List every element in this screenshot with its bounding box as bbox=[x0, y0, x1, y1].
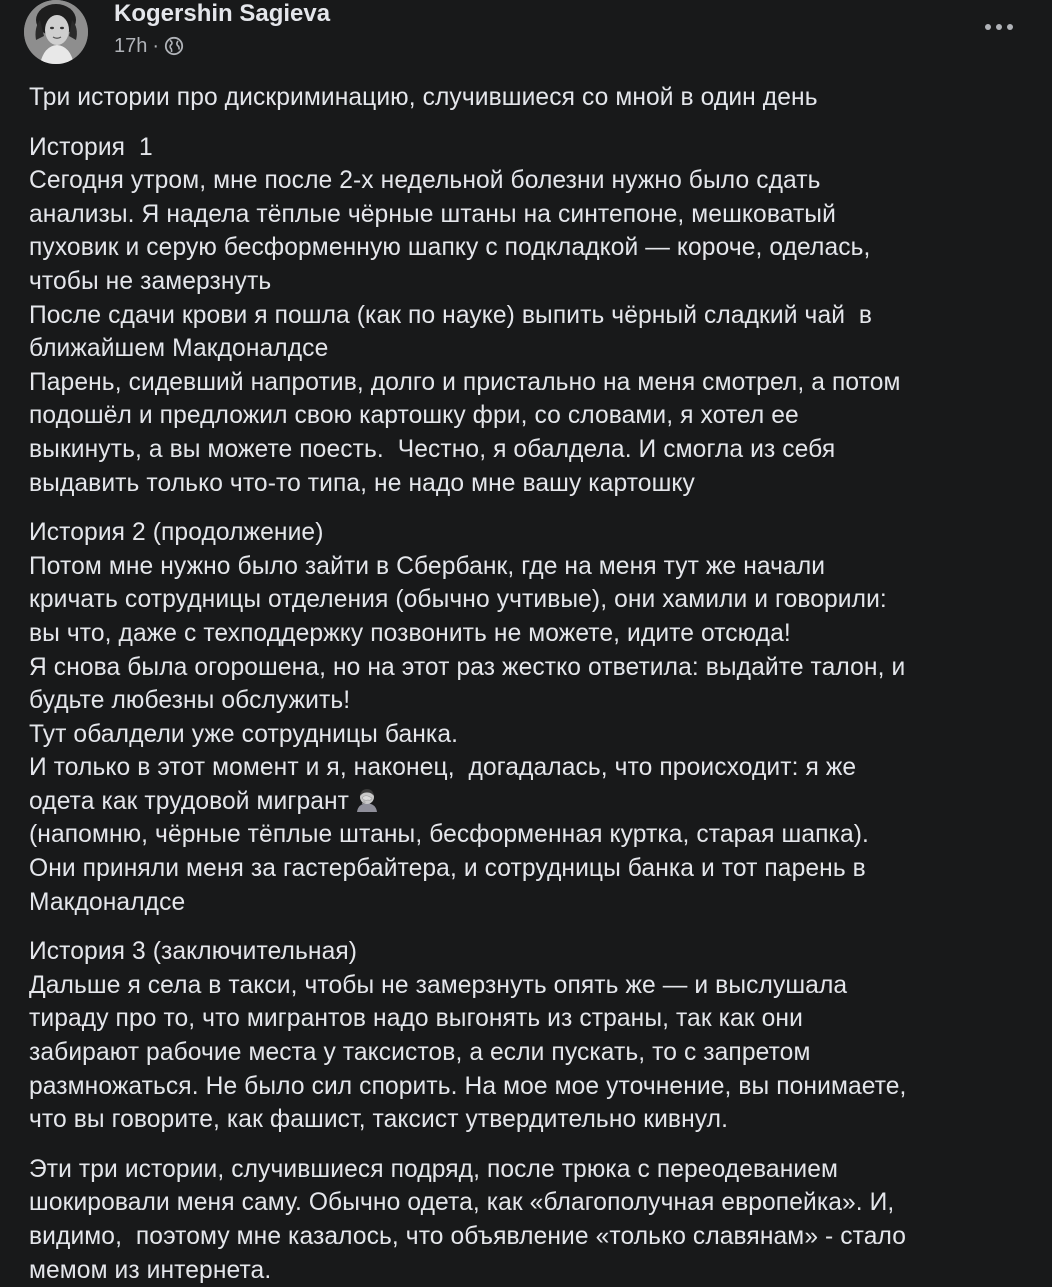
conclusion-line: Эти три истории, случившиеся подряд, после трюка с переодеванием bbox=[29, 1155, 839, 1183]
story-1-line: Парень, сидевший напротив, долго и пристально на меня смотрел, а потом bbox=[29, 368, 901, 396]
story-3 bbox=[29, 935, 1029, 1137]
conclusion-line: мемом из интернета. bbox=[29, 1256, 272, 1284]
post-intro: Три истории про дискриминацию, случившиеся со мной в один день bbox=[29, 84, 818, 111]
story-2-line: вы что, даже с техподдержку позвонить не можете, идите отсюда! bbox=[29, 619, 791, 647]
story-3-line: Дальше я села в такси, чтобы не замерзнуть опять же — и выслушала bbox=[29, 971, 848, 999]
story-1-heading: История 1 bbox=[29, 133, 153, 161]
story-1-line: выдавить только что-то типа, не надо мне вашу картошку bbox=[29, 469, 695, 497]
story-2-line: Потом мне нужно было зайти в Сбербанк, где на меня тут же начали bbox=[29, 552, 826, 580]
story-2-line: И только в этот момент и я, наконец, догадалась, что происходит: я же bbox=[29, 754, 857, 782]
conclusion bbox=[29, 1153, 1029, 1287]
post-meta bbox=[114, 33, 184, 59]
story-2-line: Тут обалдели уже сотрудницы банка. bbox=[29, 720, 459, 748]
story-2-line: Макдоналдсе bbox=[29, 888, 186, 916]
conclusion-line: видимо, поэтому мне казалось, что объявление «только славянам» - стало bbox=[29, 1223, 907, 1250]
story-2-emoji-line-text: одета как трудовой мигрант bbox=[29, 787, 350, 815]
story-2-emoji-line bbox=[29, 785, 1029, 819]
more-options-icon bbox=[984, 23, 1014, 31]
post-header bbox=[24, 0, 1024, 70]
story-2-line: будьте любезны обслужить! bbox=[29, 687, 351, 715]
story-1-line: чтобы не замерзнуть bbox=[29, 267, 272, 295]
author-name[interactable]: Kogershin Sagieva bbox=[114, 0, 331, 27]
story-2 bbox=[29, 516, 1029, 919]
story-1-line: После сдачи крови я пошла (как по науке) выпить чёрный сладкий чай в bbox=[29, 301, 873, 329]
story-3-line: размножаться. Не было сил спорить. На мое мое уточнение, вы понимаете, bbox=[29, 1072, 907, 1100]
story-2-line: кричать сотрудницы отделения (обычно учтивые), они хамили и говорили: bbox=[29, 586, 887, 614]
story-2-line: Они приняли меня за гастербайтера, и сотрудницы банка и тот парень в bbox=[29, 855, 866, 883]
story-3-line: тираду про то, что мигрантов надо выгонять из страны, так как они bbox=[29, 1005, 803, 1033]
facepalm-icon bbox=[353, 786, 381, 814]
meta-separator: · bbox=[152, 34, 160, 57]
story-1-line: выкинуть, а вы можете поесть. Честно, я обалдела. И смогла из себя bbox=[29, 435, 836, 463]
story-3-line: забирают рабочие места у таксистов, а если пускать, то с запретом bbox=[29, 1039, 811, 1067]
story-2-heading: История 2 (продолжение) bbox=[29, 519, 324, 547]
avatar-image-icon bbox=[24, 0, 88, 64]
story-3-heading: История 3 (заключительная) bbox=[29, 938, 358, 966]
story-1-line: Сегодня утром, мне после 2-х недельной болезни нужно было сдать bbox=[29, 167, 821, 195]
story-2-line: Я снова была огорошена, но на этот раз жестко ответила: выдайте талон, и bbox=[29, 653, 906, 681]
story-1 bbox=[29, 131, 1029, 501]
globe-icon[interactable] bbox=[164, 36, 184, 56]
story-1-line: анализы. Я надела тёплые чёрные штаны на синтепоне, мешковатый bbox=[29, 200, 836, 228]
post-body bbox=[29, 81, 1029, 1287]
story-1-line: подошёл и предложил свою картошку фри, со словами, я хотел ее bbox=[29, 402, 799, 430]
post-timestamp[interactable]: 17h bbox=[114, 34, 148, 57]
conclusion-line: шокировали меня саму. Обычно одета, как «благополучная европейка». И, bbox=[29, 1189, 895, 1217]
story-2-line: (напомню, чёрные тёплые штаны, бесформенная куртка, старая шапка). bbox=[29, 821, 869, 849]
author-avatar[interactable] bbox=[24, 0, 88, 64]
story-1-line: пуховик и серую бесформенную шапку с подкладкой — короче, оделась, bbox=[29, 234, 871, 262]
more-options-button[interactable] bbox=[974, 2, 1024, 52]
story-3-line: что вы говорите, как фашист, таксист утвердительно кивнул. bbox=[29, 1106, 729, 1134]
story-1-line: ближайшем Макдоналдсе bbox=[29, 335, 329, 363]
